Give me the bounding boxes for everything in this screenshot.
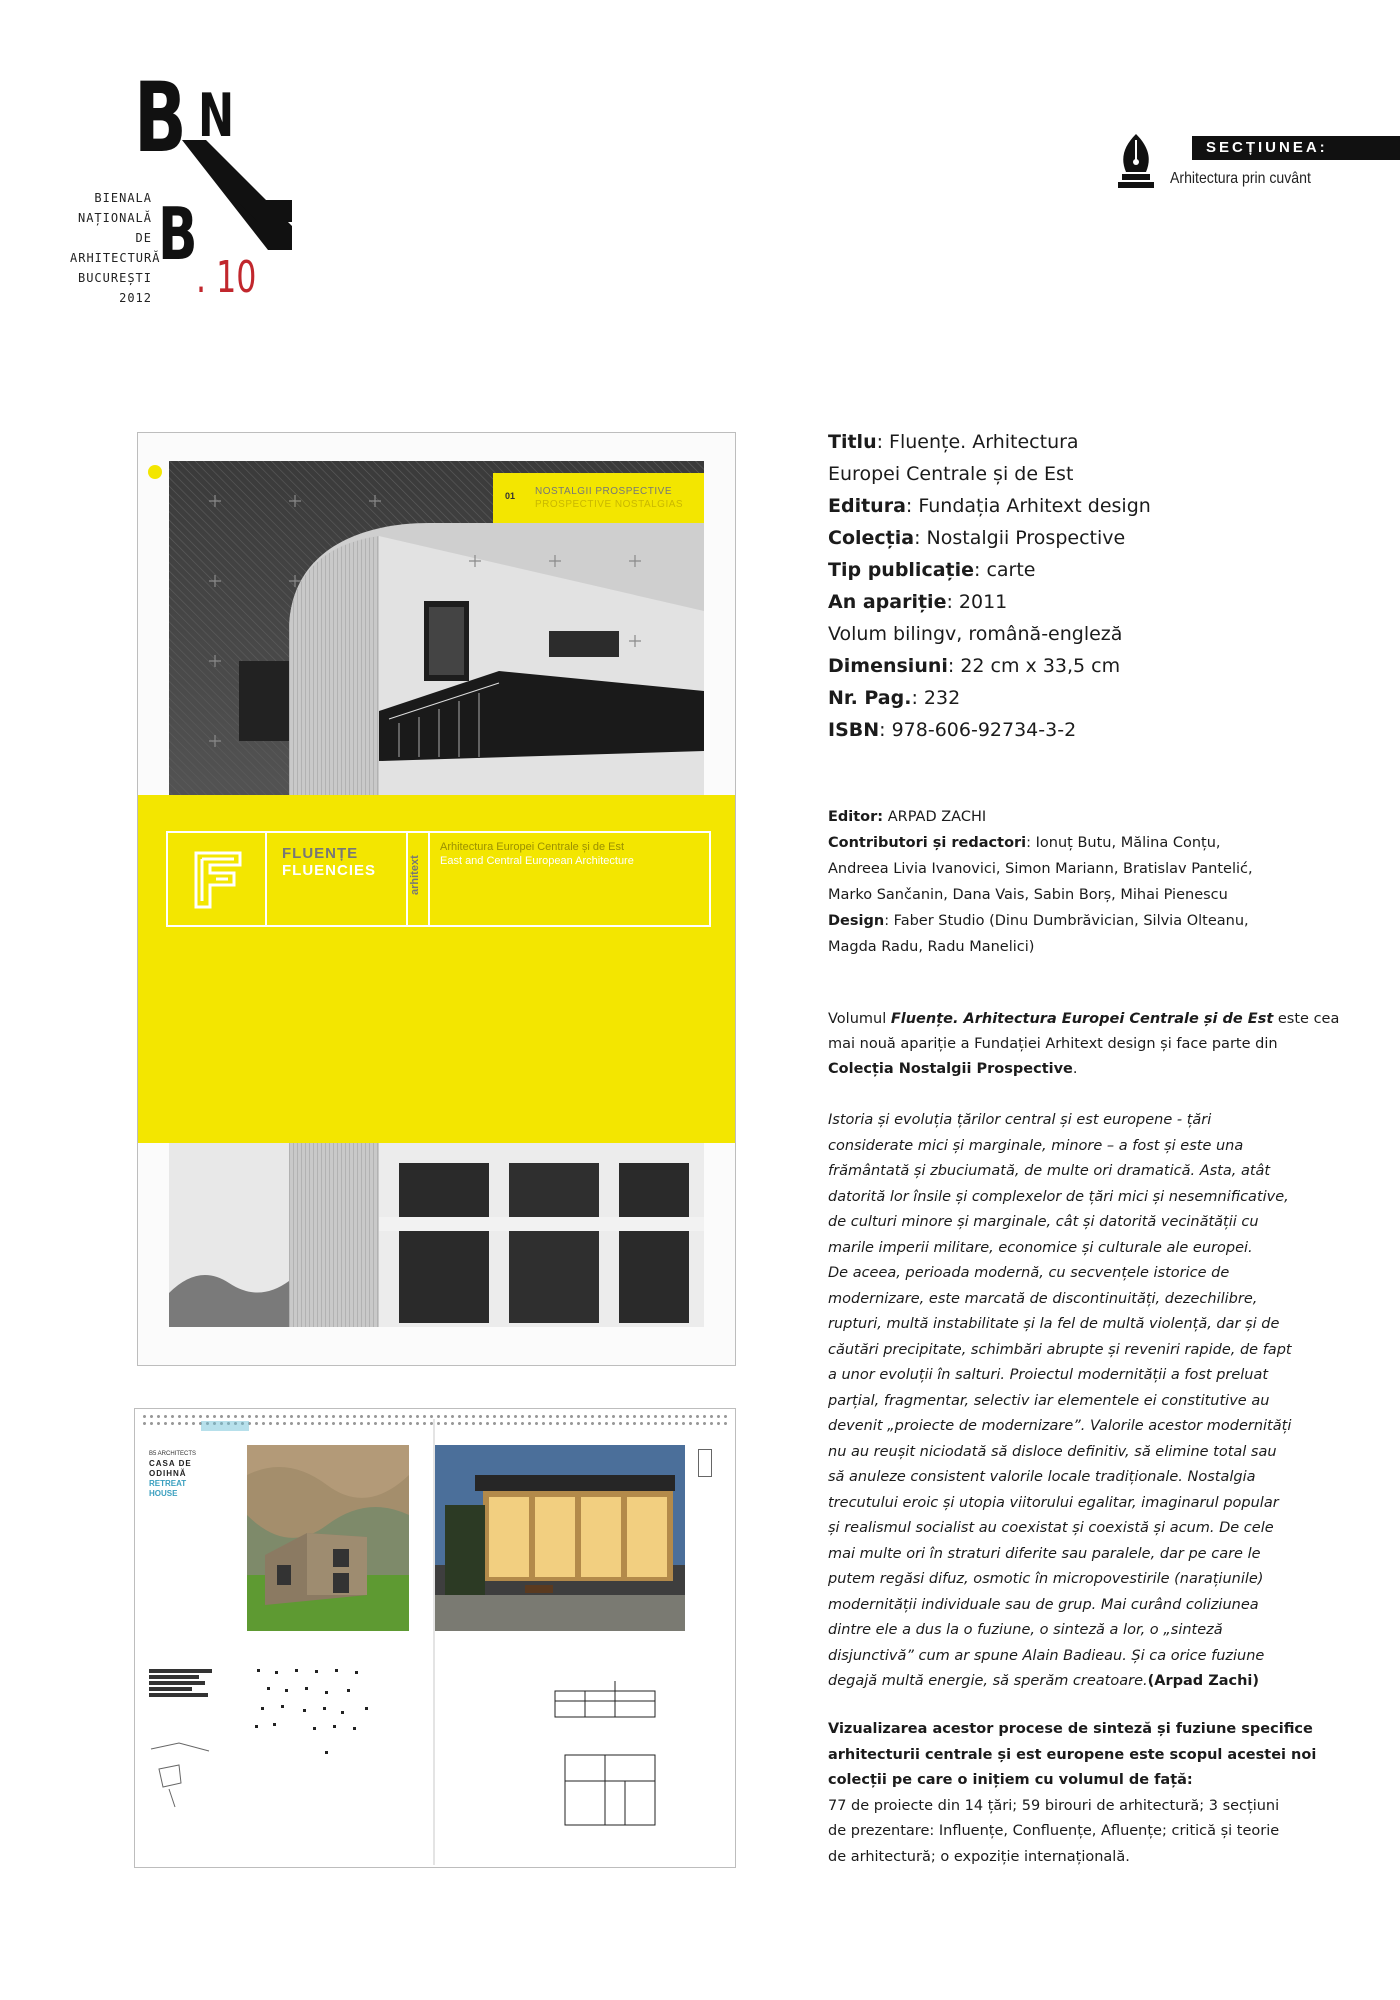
logo-letter-a-mark: [182, 140, 402, 260]
intro-paragraph: [828, 1007, 1348, 1082]
outro-bold-line: Vizualizarea acestor procese de sinteză și fuziune specifice: [828, 1721, 1313, 1737]
essay-line: modernității individuale sau de grup. Mai curând coliziunea: [828, 1596, 1259, 1613]
intro-line: mai nouă apariție a Fundației Arhitext design și face parte din: [828, 1036, 1278, 1052]
spec-value: : 232: [911, 687, 961, 709]
cover-title-en: FLUENCIES: [282, 862, 377, 879]
essay-line: a unor evoluții în salturi. Proiectul modernității a fost preluat: [828, 1367, 1269, 1383]
info-bar: [149, 1693, 208, 1697]
spread-project-ro-1: CASA DE: [149, 1459, 192, 1468]
essay-line: modernizare, este marcată de discontinuități, dezechilibre,: [828, 1290, 1258, 1307]
outro-bold-line: colecții pe care o inițiem cu volumul de față:: [828, 1772, 1193, 1788]
spec-row: [828, 714, 1348, 746]
spec-label: Titlu: [828, 431, 877, 453]
building-photo-bottom: [169, 1143, 704, 1327]
essay-line: datorită lor însile și complexelor de țări mici și nesemnificative,: [828, 1188, 1289, 1205]
cover-collection-en: PROSPECTIVE NOSTALGIAS: [535, 499, 684, 510]
spec-value: Volum bilingv, română-engleză: [828, 623, 1123, 645]
spec-row: [828, 554, 1348, 586]
credit-design: [828, 908, 1348, 934]
credit-editor: [828, 804, 1348, 830]
spread-project-title: [149, 1449, 196, 1499]
spread-project-info: [149, 1669, 239, 1699]
outro-line: de prezentare: Influențe, Confluențe, Afluențe; critică și teorie: [828, 1823, 1280, 1839]
book-credits: [828, 804, 1348, 960]
spec-row: [828, 426, 1348, 458]
logo-line: BIENALA: [94, 191, 152, 205]
essay-line: marile imperii militare, economice și culturale ale europei.: [828, 1239, 1253, 1256]
spec-value: : 2011: [946, 591, 1008, 613]
credit-label: Design: [828, 913, 885, 929]
section-name: Arhitectura prin cuvânt: [1170, 170, 1311, 187]
essay-line: căutări precipitate, schimbări abrupte și reveniri rapide, de fapt: [828, 1341, 1292, 1358]
essay-line: rupturi, multă instabilitate și la fel de multă violență, dar și de: [828, 1316, 1280, 1332]
frame-divider: [428, 833, 430, 925]
info-bar: [149, 1675, 199, 1679]
cover-subtitle-en: East and Central European Architecture: [440, 855, 634, 867]
spread-tab: [201, 1421, 249, 1431]
logo-wordmark: [70, 188, 161, 308]
spec-label: Nr. Pag.: [828, 687, 912, 709]
book-specs: [828, 426, 1348, 746]
section-label: SECȚIUNEA:: [1192, 136, 1400, 160]
outro-line: 77 de proiecte din 14 țări; 59 birouri de arhitectură; 3 secțiuni: [828, 1797, 1280, 1814]
spread-project-en-2: HOUSE: [149, 1489, 178, 1498]
essay-paragraph: [828, 1108, 1348, 1695]
logo-edition-number: . 10: [196, 252, 257, 303]
essay-line: considerate mici și marginale, minore – a fost și este una: [828, 1137, 1244, 1154]
cover-collection-tab: [493, 473, 704, 523]
essay-line: și realismul socialist au coexistat și coexistă și acum. De cele: [828, 1520, 1274, 1536]
essay-line: să anuleze consistent valorile locale tradiționale. Nostalgia: [828, 1469, 1256, 1485]
stone-house-photo: [247, 1445, 409, 1631]
essay-signature: (Arpad Zachi): [1147, 1673, 1260, 1689]
logo-line: NAȚIONALĂ: [77, 211, 152, 225]
spec-row: [828, 618, 1348, 650]
credit-line: Magda Radu, Radu Manelici): [828, 939, 1035, 955]
credit-label: Contributori și redactori: [828, 835, 1027, 851]
spread-project-ro-2: ODIHNĂ: [149, 1469, 187, 1478]
logo-letter-b: B: [134, 62, 187, 174]
intro-collection: Colecția Nostalgii Prospective: [828, 1061, 1073, 1077]
info-bar: [149, 1687, 192, 1691]
spec-label: An apariție: [828, 591, 947, 613]
spec-row: [828, 586, 1348, 618]
book-spread-image: [134, 1408, 736, 1868]
spec-value: : 22 cm x 33,5 cm: [947, 655, 1121, 677]
section-badge: [1110, 128, 1400, 198]
essay-line: devenit „proiecte de modernizare”. Valorile acestor modernități: [828, 1418, 1292, 1434]
essay-line: frământată și zbuciumată, de multe ori dramatică. Asta, atât: [828, 1163, 1271, 1179]
credit-line: Marko Sančanin, Dana Vais, Sabin Borș, Mihai Pienescu: [828, 887, 1228, 903]
spec-label: Tip publicație: [828, 559, 975, 581]
outro-bold-line: arhitecturii centrale și est europene este scopul acestei noi: [828, 1746, 1317, 1763]
logo-line: 2012: [119, 291, 152, 305]
logo-line: DE: [135, 231, 152, 245]
spread-side-marker: [698, 1449, 712, 1477]
fluente-f-logo-icon: [190, 849, 246, 911]
cover-subtitle-ro: Arhitectura Europei Centrale și de Est: [440, 841, 625, 853]
credit-line: Andreea Livia Ivanovici, Simon Mariann, Bratislav Pantelić,: [828, 861, 1253, 877]
essay-line: De aceea, perioada modernă, cu secvențele istorice de: [828, 1265, 1230, 1281]
essay-line: putem regăsi difuz, osmotic în micropovestirile (narațiunile): [828, 1571, 1264, 1587]
intro-text: Volumul: [828, 1011, 891, 1027]
floor-plan-dots: [255, 1667, 405, 1757]
credit-label: Editor:: [828, 809, 884, 825]
intro-text: .: [1072, 1061, 1078, 1077]
essay-line: mai multe ori în straturi diferite sau paralele, dar pe care le: [828, 1545, 1261, 1562]
spread-project-en-1: RETREAT: [149, 1479, 187, 1488]
spec-value: : carte: [974, 559, 1036, 581]
essay-line: trecutului eroic și utopia viitorului egalitar, imaginarul popular: [828, 1494, 1279, 1511]
cover-collection-ro: NOSTALGII PROSPECTIVE: [535, 486, 673, 497]
essay-line: nu au reușit niciodată să disloce definitiv, să elimine total sau: [828, 1443, 1277, 1460]
spec-value: : Fundația Arhitext design: [905, 495, 1151, 517]
spec-label: Editura: [828, 495, 906, 517]
essay-line: dintre ele a dus la o fuziune, o sinteză a lor, o „sinteză: [828, 1622, 1223, 1638]
book-cover-image: [137, 432, 736, 1366]
spec-row: [828, 458, 1348, 490]
cover-title-frame: [166, 831, 711, 927]
essay-line: Istoria și evoluția țărilor central și est europene - țări: [828, 1112, 1212, 1128]
cover-yellow-band: [138, 795, 736, 1143]
publisher-mark: arhitext: [409, 855, 421, 895]
spec-row: [828, 490, 1348, 522]
spec-value: : Nostalgii Prospective: [914, 527, 1126, 549]
credit-contributors: [828, 830, 1348, 856]
credit-value: : Ionuț Butu, Mălina Conțu,: [1026, 835, 1221, 851]
spec-value: Europei Centrale și de Est: [828, 463, 1074, 485]
logo-line: BUCUREȘTI: [77, 271, 152, 285]
intro-line: [828, 1057, 1348, 1082]
logo-letter-n: N: [198, 81, 235, 151]
glass-house-photo: [435, 1445, 685, 1631]
credit-value: ARPAD ZACHI: [883, 809, 987, 825]
outro-line: de arhitectură; o expoziție internațională.: [828, 1848, 1130, 1865]
credit-value: : Faber Studio (Dinu Dumbrăvician, Silvia Olteanu,: [884, 913, 1249, 929]
spec-value: : Fluențe. Arhitectura: [876, 431, 1079, 453]
cover-title-ro: FLUENȚE: [282, 845, 359, 862]
logo-letter-b-bottom: B: [158, 192, 198, 276]
essay-line: [828, 1669, 1348, 1695]
bnab-logo: [70, 62, 370, 340]
spec-row: [828, 682, 1348, 714]
essay-line: de culturi minore și marginale, cât și datorită vecinătății cu: [828, 1214, 1259, 1230]
spec-label: Dimensiuni: [828, 655, 948, 677]
intro-book-title: Fluențe. Arhitectura Europei Centrale și de Est: [890, 1011, 1274, 1027]
essay-line: parțial, fragmentar, selectiv iar elementele ei constitutive au: [828, 1392, 1270, 1409]
logo-line: ARHITECTURĂ: [70, 251, 161, 265]
info-bar: [149, 1681, 205, 1685]
spec-label: ISBN: [828, 719, 880, 741]
site-plan: [149, 1739, 219, 1809]
frame-divider: [406, 833, 408, 925]
essay-text: degajă multă energie, să sperăm creatoare.: [828, 1673, 1148, 1689]
intro-line: [828, 1007, 1348, 1032]
spread-firm: B5 ARCHITECTS: [149, 1451, 197, 1457]
spec-value: : 978-606-92734-3-2: [879, 719, 1077, 741]
spec-row: [828, 522, 1348, 554]
outro-paragraph: [828, 1717, 1348, 1870]
cover-page-number: 01: [505, 491, 516, 501]
fountain-pen-nib-icon: [1114, 132, 1158, 192]
section-drawings: [545, 1671, 675, 1841]
frame-divider: [265, 833, 267, 925]
info-bar: [149, 1669, 212, 1673]
spec-row: [828, 650, 1348, 682]
essay-line: disjunctivă” cum ar spune Alain Badieau. Și ca orice fuziune: [828, 1647, 1265, 1664]
intro-text: este cea: [1273, 1011, 1340, 1027]
cover-dot-marker: [148, 465, 162, 479]
spec-label: Colecția: [828, 527, 915, 549]
